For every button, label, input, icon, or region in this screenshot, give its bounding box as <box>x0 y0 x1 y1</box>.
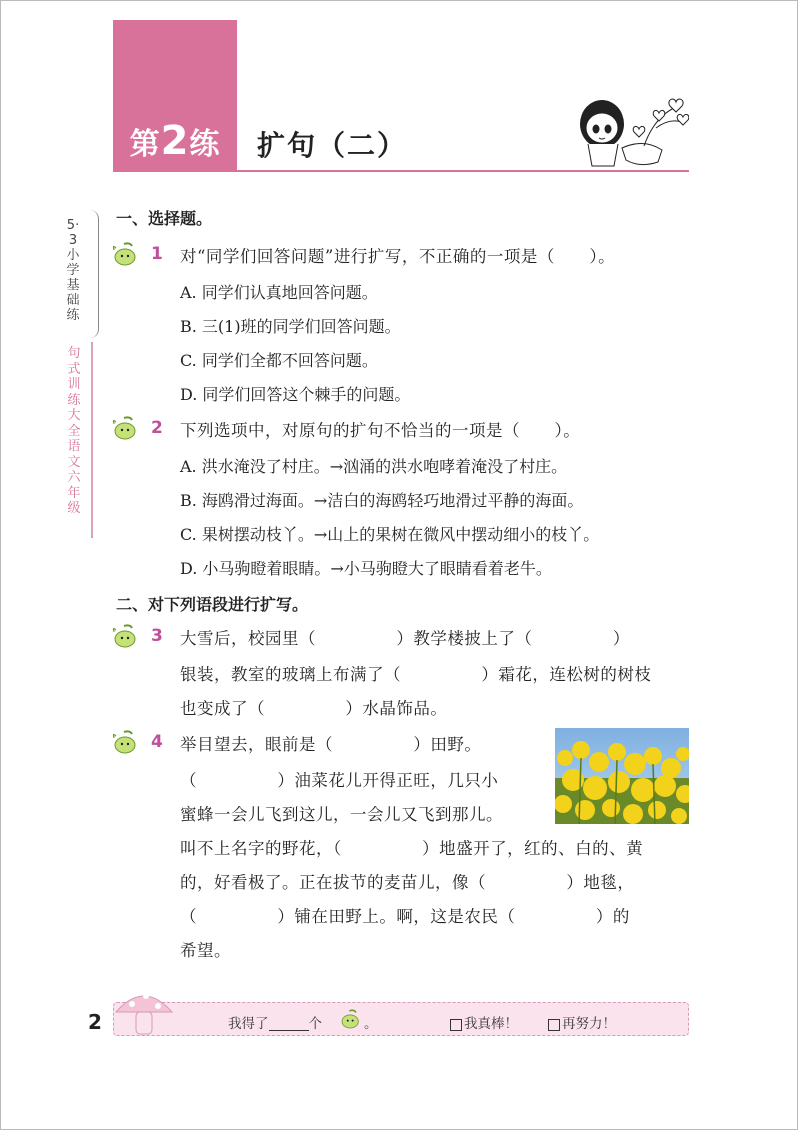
sidebar-brace <box>90 210 99 338</box>
score-period: 。 <box>364 1016 378 1032</box>
option-try[interactable]: 再努力！ <box>548 1012 616 1032</box>
option-a: A. 洪水淹没了村庄。→汹涌的洪水咆哮着淹没了村庄。 <box>180 457 568 476</box>
mushroom-icon <box>112 984 176 1038</box>
checkbox-great[interactable] <box>450 1019 462 1031</box>
paragraph-line: 蜜蜂一会儿飞到这儿，一会儿又飞到那儿。 <box>180 805 503 824</box>
paragraph-line: （ ）油菜花儿开得正旺，几只小 <box>180 771 499 790</box>
option-d: D. 小马驹瞪着眼睛。→小马驹瞪大了眼睛看着老牛。 <box>180 559 552 578</box>
part2-heading: 二、对下列语段进行扩写。 <box>116 595 309 614</box>
paragraph-line: 举目望去，眼前是（ ）田野。 <box>180 735 482 754</box>
cartoon-girl-illustration <box>574 88 689 170</box>
section-title: 扩句（二） <box>257 129 408 162</box>
question-number: 2 <box>151 418 163 438</box>
bean-sprout-icon <box>110 624 142 648</box>
rapeseed-flower-photo <box>555 728 689 824</box>
sidebar-series: 句式训练大全 语文 六年级 <box>67 346 81 516</box>
score-blank[interactable] <box>269 1018 309 1031</box>
option-great[interactable]: 我真棒！ <box>450 1012 518 1032</box>
paragraph-line: 叫不上名字的野花，（ ）地盛开了，红的、白的、黄 <box>180 839 644 858</box>
sidebar-line <box>91 342 93 538</box>
score-prompt: 我得了 个 <box>228 1016 322 1032</box>
option-c: C. 果树摆动枝丫。→山上的果树在微风中摆动细小的枝丫。 <box>180 525 600 544</box>
question-number: 4 <box>151 732 163 752</box>
question-number: 1 <box>151 244 163 264</box>
paragraph-line: 大雪后，校园里（ ）教学楼披上了（ ） <box>180 629 630 648</box>
option-c: C. 同学们全都不回答问题。 <box>180 351 378 370</box>
question-stem: 对“同学们回答问题”进行扩写，不正确的一项是（ ）。 <box>180 247 616 266</box>
bean-sprout-icon <box>110 242 142 266</box>
paragraph-line: 的，好看极了。正在拔节的麦苗儿，像（ ）地毯， <box>180 873 635 892</box>
question-stem: 下列选项中，对原句的扩句不恰当的一项是（ ）。 <box>180 421 581 440</box>
title-divider <box>237 170 689 172</box>
option-d: D. 同学们回答这个棘手的问题。 <box>180 385 411 404</box>
paragraph-line: 银装，教室的玻璃上布满了（ ）霜花，连松树的树枝 <box>180 665 652 684</box>
lesson-label: 第2练 <box>129 118 221 164</box>
option-b: B. 海鸥滑过海面。→洁白的海鸥轻巧地滑过平静的海面。 <box>180 491 584 510</box>
paragraph-line: 也变成了（ ）水晶饰品。 <box>180 699 448 718</box>
bean-sprout-icon <box>110 416 142 440</box>
bean-sprout-icon <box>338 1008 364 1030</box>
part1-heading: 一、选择题。 <box>116 209 213 228</box>
option-a: A. 同学们认真地回答问题。 <box>180 283 378 302</box>
option-b: B. 三(1)班的同学们回答问题。 <box>180 317 401 336</box>
paragraph-line: （ ）铺在田野上。啊，这是农民（ ）的 <box>180 907 630 926</box>
sidebar-brand: 5·3小学基础练 <box>66 218 80 323</box>
question-number: 3 <box>151 626 163 646</box>
paragraph-line: 希望。 <box>180 941 231 960</box>
page-number: 2 <box>88 1010 102 1034</box>
lesson-badge <box>113 20 237 172</box>
checkbox-try[interactable] <box>548 1019 560 1031</box>
bean-sprout-icon <box>110 730 142 754</box>
